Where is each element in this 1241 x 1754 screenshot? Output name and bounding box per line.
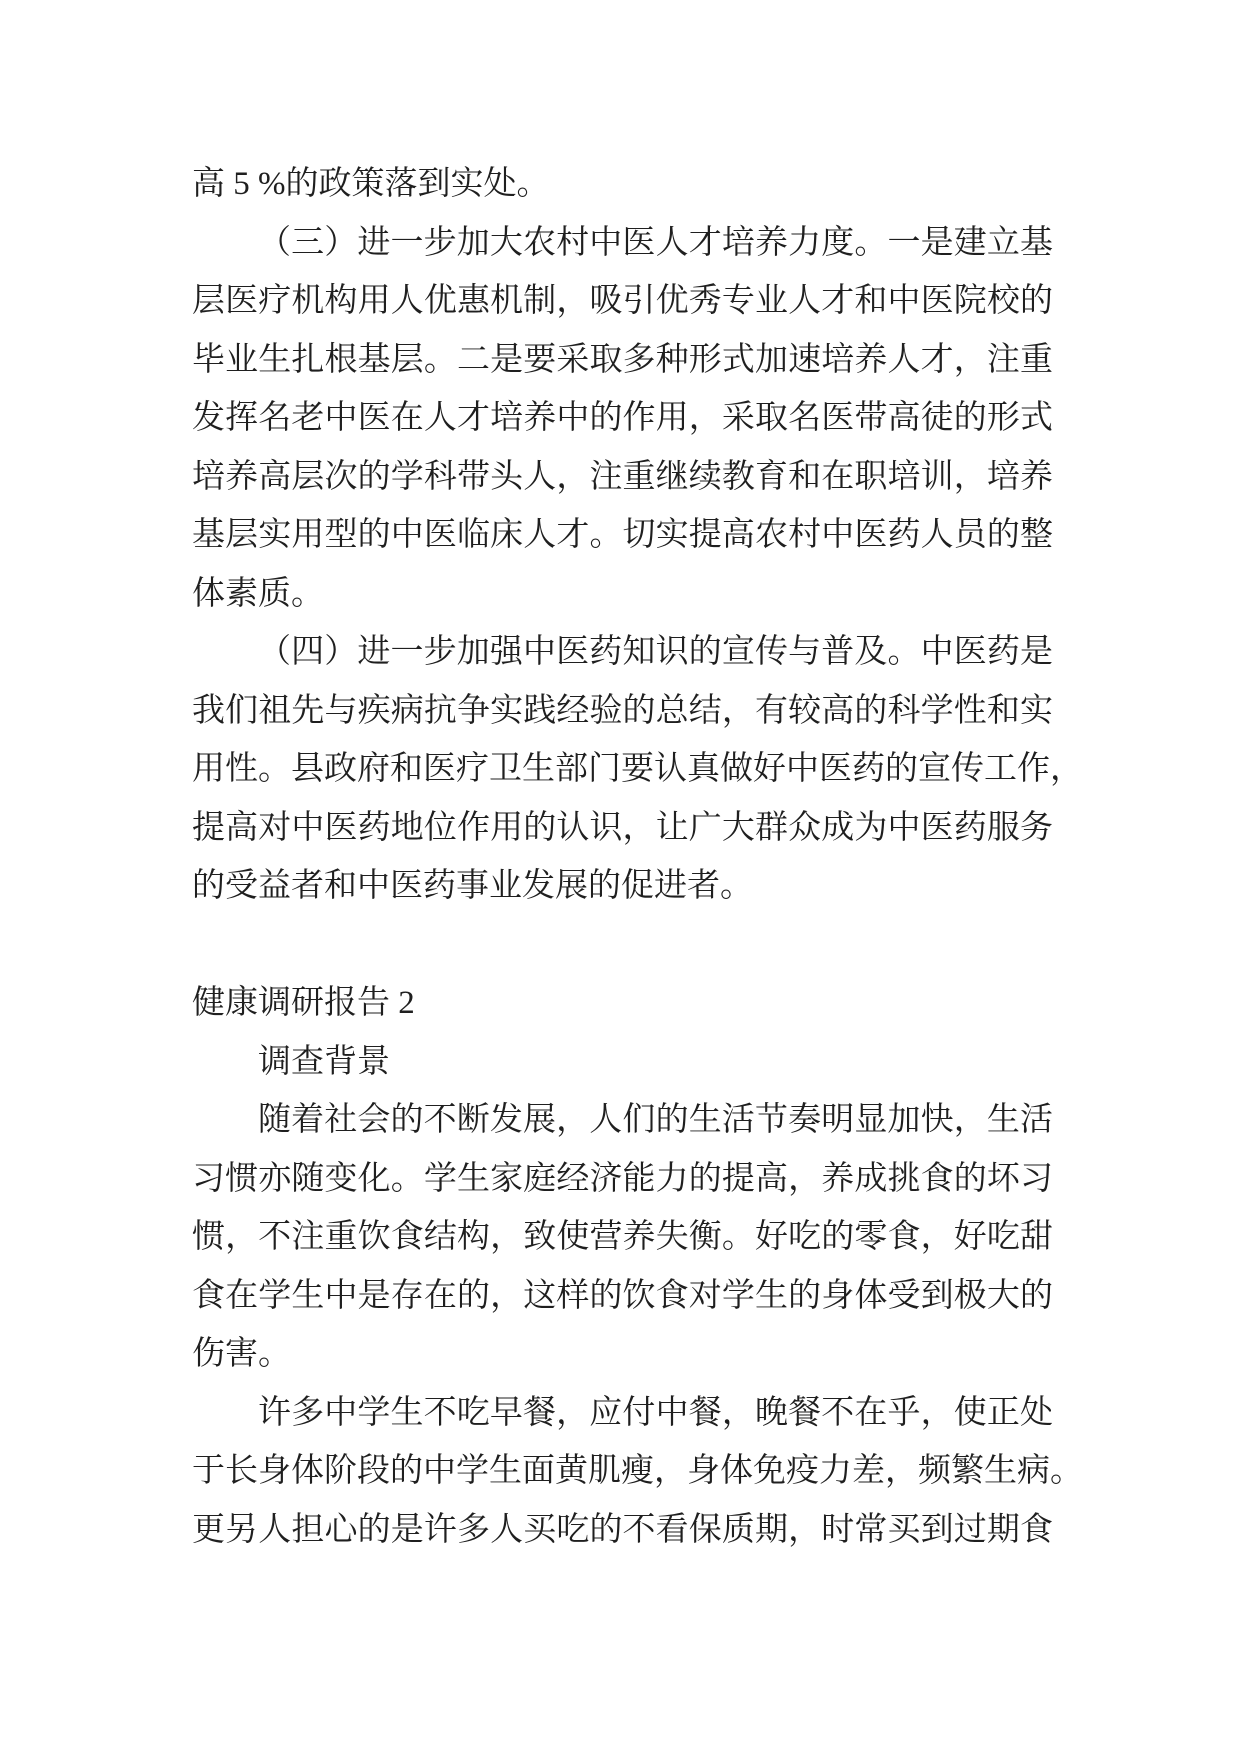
- paragraph-line: 发挥名老中医在人才培养中的作用，采取名医带高徒的形式: [192, 400, 1053, 436]
- paragraph-line: （三）进一步加大农村中医人才培养力度。一是建立基: [258, 224, 1053, 261]
- paragraph-line: 毕业生扎根基层。二是要采取多种形式加速培养人才，注重: [192, 341, 1053, 378]
- blank-line: [192, 916, 1053, 975]
- subsection-title: 调查背景: [258, 1043, 390, 1080]
- paragraph-line: 随着社会的不断发展，人们的生活节奏明显加快，生活: [258, 1102, 1053, 1138]
- paragraph-line: （四）进一步加强中医药知识的宣传与普及。中医药是: [258, 634, 1053, 670]
- paragraph-line: 更另人担心的是许多人买吃的不看保质期，时常买到过期食: [192, 1511, 1053, 1548]
- paragraph-line: 基层实用型的中医临床人才。切实提高农村中医药人员的整: [192, 517, 1053, 553]
- paragraph-line: 习惯亦随变化。学生家庭经济能力的提高，养成挑食的坏习: [192, 1160, 1053, 1197]
- paragraph-tail-line: 高 5 %的政策落到实处。: [192, 166, 550, 202]
- paragraph-line: 用性。县政府和医疗卫生部门要认真做好中医药的宣传工作，: [192, 751, 1083, 787]
- paragraph-line: 层医疗机构用人优惠机制，吸引优秀专业人才和中医院校的: [192, 283, 1053, 319]
- paragraph-line: 我们祖先与疾病抗争实践经验的总结，有较高的科学性和实: [192, 692, 1053, 729]
- section-title: 健康调研报告 2: [192, 985, 415, 1021]
- paragraph-line: 提高对中医药地位作用的认识，让广大群众成为中医药服务: [192, 809, 1053, 846]
- document-body: [192, 155, 1083, 1559]
- paragraph-line: 惯，不注重饮食结构，致使营养失衡。好吃的零食，好吃甜: [192, 1219, 1053, 1255]
- paragraph-line: 许多中学生不吃早餐，应付中餐，晚餐不在乎，使正处: [258, 1394, 1053, 1431]
- paragraph-end-line: 的受益者和中医药事业发展的促进者。: [192, 868, 753, 904]
- paragraph-line: 食在学生中是存在的，这样的饮食对学生的身体受到极大的: [192, 1277, 1053, 1314]
- paragraph-end-line: 伤害。: [192, 1336, 291, 1372]
- paragraph-end-line: 体素质。: [192, 575, 324, 612]
- paragraph-line: 培养高层次的学科带头人，注重继续教育和在职培训，培养: [192, 458, 1053, 495]
- paragraph-line: 于长身体阶段的中学生面黄肌瘦，身体免疫力差，频繁生病。: [192, 1453, 1083, 1489]
